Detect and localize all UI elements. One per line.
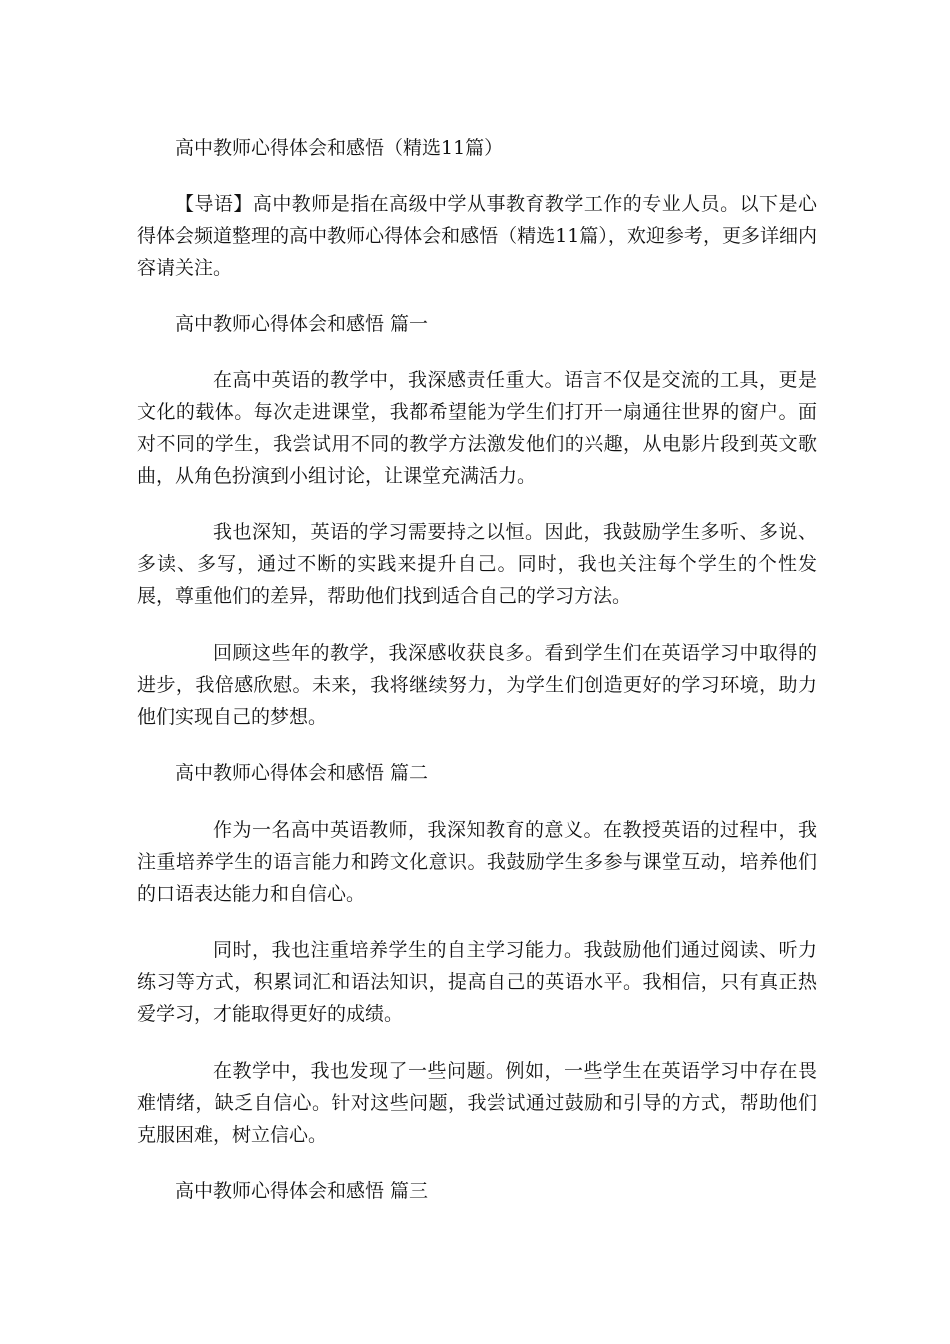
section-heading-3: 高中教师心得体会和感悟 篇三 <box>175 1180 429 1202</box>
document-title: 高中教师心得体会和感悟（精选11篇） <box>175 137 504 159</box>
section-heading-2: 高中教师心得体会和感悟 篇二 <box>175 762 429 784</box>
section-2-paragraph-1: 作为一名高中英语教师，我深知教育的意义。在教授英语的过程中，我注重培养学生的语言能力和跨文化意识。我鼓励学生多参与课堂互动，培养他们的口语表达能力和自信心。 <box>137 819 817 905</box>
section-1-paragraph-1: 在高中英语的教学中，我深感责任重大。语言不仅是交流的工具，更是文化的载体。每次走进课堂，我都希望能为学生们打开一扇通往世界的窗户。面对不同的学生，我尝试用不同的教学方法激发他们的兴趣，从电影片段到英文歌曲，从角色扮演到小组讨论，让课堂充满活力。 <box>137 369 817 487</box>
section-1-paragraph-3: 回顾这些年的教学，我深感收获良多。看到学生们在英语学习中取得的进步，我倍感欣慰。未来，我将继续努力，为学生们创造更好的学习环境，助力他们实现自己的梦想。 <box>137 642 817 728</box>
section-1-paragraph-2: 我也深知，英语的学习需要持之以恒。因此，我鼓励学生多听、多说、多读、多写，通过不断的实践来提升自己。同时，我也关注每个学生的个性发展，尊重他们的差异，帮助他们找到适合自己的学习方法。 <box>137 521 817 607</box>
intro-paragraph: 【导语】高中教师是指在高级中学从事教育教学工作的专业人员。以下是心得体会频道整理的高中教师心得体会和感悟（精选11篇），欢迎参考，更多详细内容请关注。 <box>137 193 817 279</box>
section-2-paragraph-2: 同时，我也注重培养学生的自主学习能力。我鼓励他们通过阅读、听力练习等方式，积累词汇和语法知识，提高自己的英语水平。我相信，只有真正热爱学习，才能取得更好的成绩。 <box>137 939 817 1025</box>
section-heading-1: 高中教师心得体会和感悟 篇一 <box>175 313 429 335</box>
section-2-paragraph-3: 在教学中，我也发现了一些问题。例如，一些学生在英语学习中存在畏难情绪，缺乏自信心。针对这些问题，我尝试通过鼓励和引导的方式，帮助他们克服困难，树立信心。 <box>137 1060 817 1146</box>
